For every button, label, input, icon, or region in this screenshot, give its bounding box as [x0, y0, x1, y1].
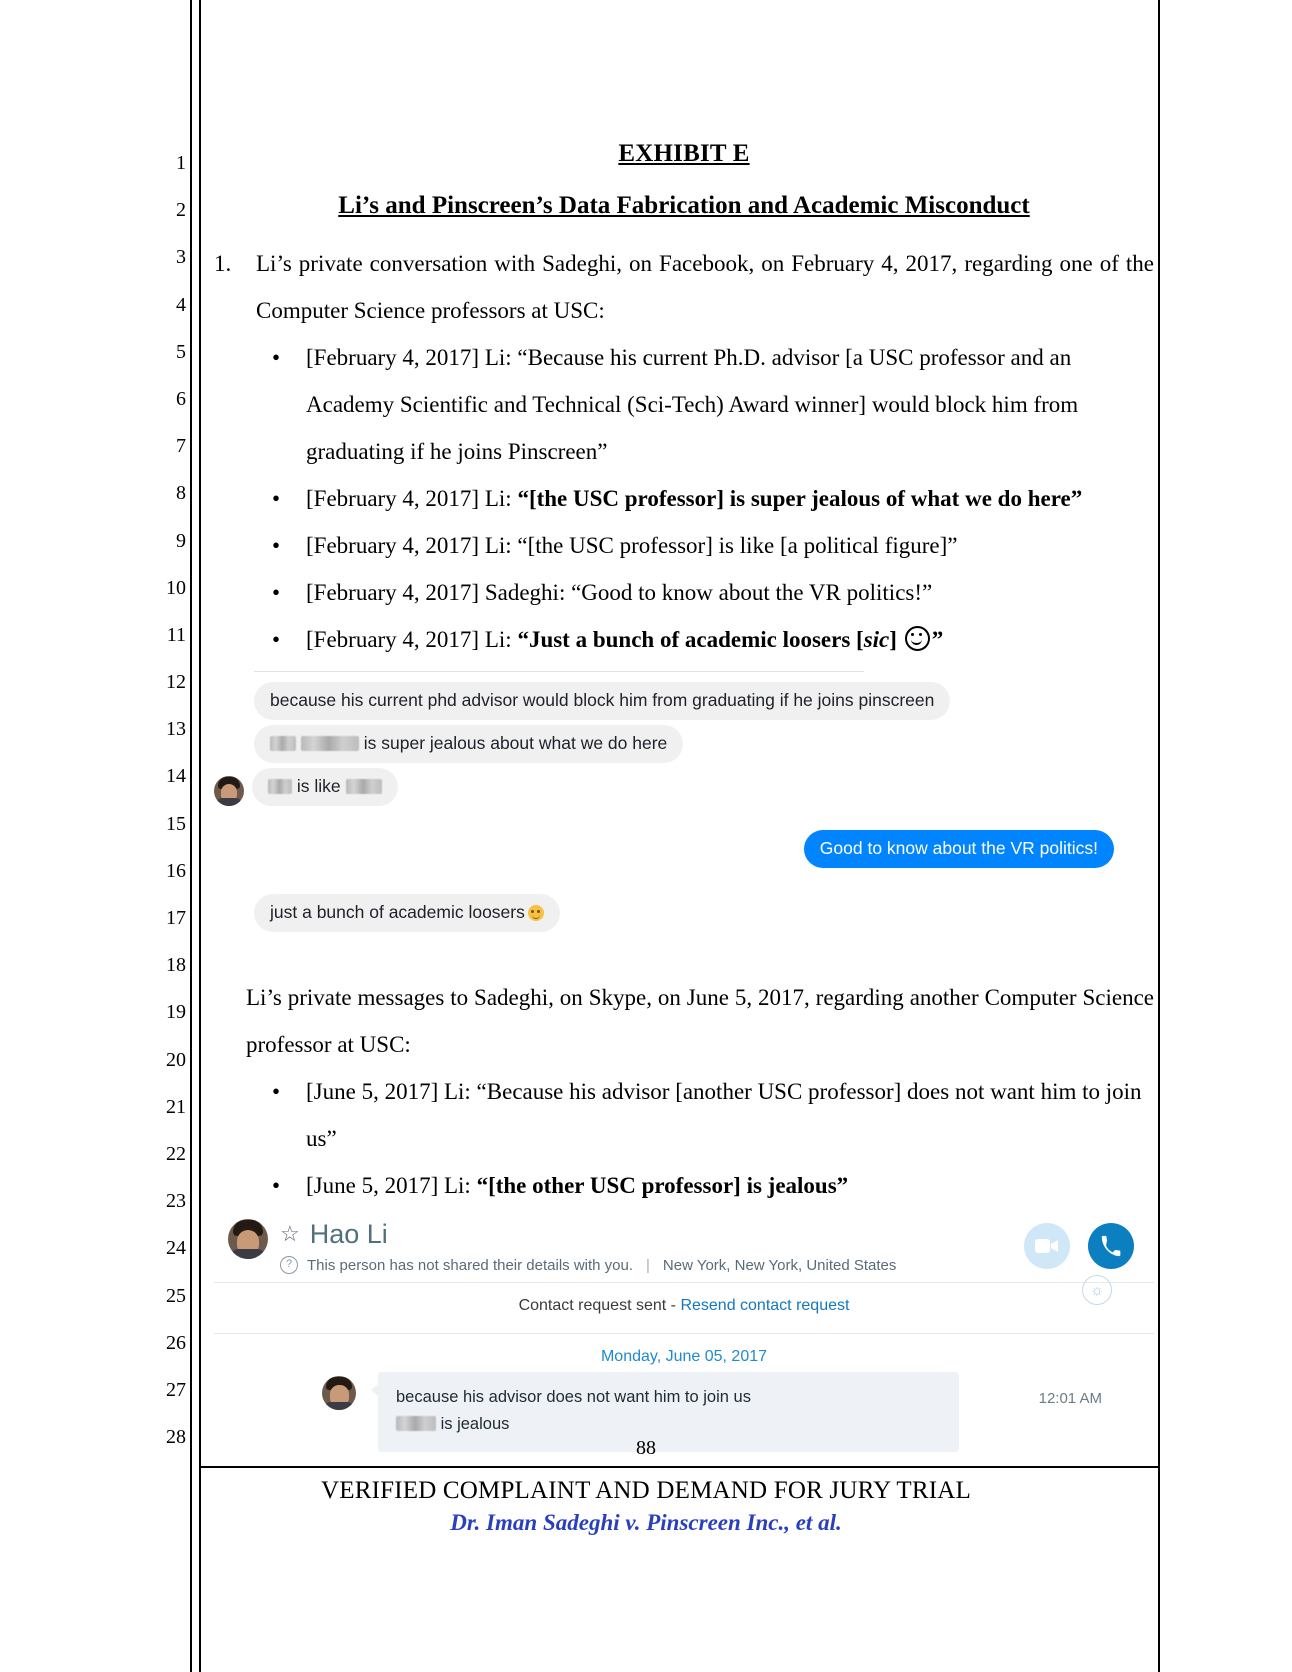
message-text: is jealous — [440, 1415, 510, 1433]
bullet-text-bold: “[the USC professor] is super jealous of what we do here” — [517, 486, 1083, 511]
document-body — [214, 136, 1154, 1452]
quote-lead: “Just a bunch of academic loosers [ — [517, 627, 864, 652]
line-number: 21 — [166, 1095, 186, 1118]
bullet-dot-icon: • — [272, 1079, 281, 1104]
incoming-message-bubble — [254, 725, 683, 763]
item-text: Li’s private conversation with Sadeghi, on Facebook, on February 4, 2017, regarding one of the Computer Science professors at USC: — [256, 251, 1154, 323]
line-number-column — [148, 140, 186, 1461]
list-item — [214, 569, 1154, 616]
line-number: 4 — [176, 293, 186, 316]
line-number: 9 — [176, 529, 186, 552]
list-item — [214, 1068, 1154, 1162]
footer-title: VERIFIED COMPLAINT AND DEMAND FOR JURY TRIAL — [320, 1477, 972, 1504]
contact-name: Hao Li — [309, 1219, 388, 1249]
line-number: 25 — [166, 1284, 186, 1307]
bullet-text-bold — [517, 627, 943, 652]
bullet-text: [February 4, 2017] Li: — [306, 486, 518, 511]
bullet-dot-icon: • — [272, 580, 281, 605]
video-camera-icon[interactable] — [1024, 1223, 1070, 1269]
redaction-block — [301, 736, 359, 751]
line-number: 10 — [166, 576, 186, 599]
slight-smile-emoji — [528, 905, 544, 921]
contact-location: New York, New York, United States — [662, 1256, 897, 1274]
bullet-list-section-two — [214, 1068, 1154, 1209]
detail-separator: | — [646, 1256, 650, 1274]
line-number: 13 — [166, 718, 186, 741]
contact-request-text: Contact request sent - — [518, 1297, 676, 1314]
line-number: 22 — [166, 1142, 186, 1165]
numbered-item-1 — [214, 240, 1154, 334]
contact-name-row — [280, 1219, 896, 1249]
footer-separator-rule — [199, 1466, 1159, 1468]
line-number: 8 — [176, 482, 186, 505]
line-number: 11 — [166, 623, 186, 646]
info-circle-icon[interactable]: ? — [280, 1256, 298, 1274]
list-item — [214, 1162, 1154, 1209]
bullet-text: [February 4, 2017] Li: “Because his current Ph.D. advisor [a USC professor and an Academy Scientific and Technical (Sci-Tech) Award winner] would block him from graduating if he joins Pinscreen” — [306, 345, 1079, 464]
line-number: 17 — [166, 907, 186, 929]
bullet-text: [February 4, 2017] Li: “[the USC professor] is like [a political figure]” — [306, 533, 958, 558]
message-row — [254, 894, 1154, 932]
line-number: 18 — [166, 954, 186, 977]
list-item — [214, 616, 1154, 663]
incoming-message-bubble — [252, 768, 398, 806]
line-number: 6 — [176, 387, 186, 410]
line-number: 12 — [166, 671, 186, 694]
resend-contact-request-link[interactable]: Resend contact request — [680, 1297, 850, 1314]
redaction-block — [396, 1416, 436, 1431]
message-line: because his advisor does not want him to join us — [396, 1388, 751, 1406]
contact-detail-row — [280, 1256, 896, 1274]
line-number: 15 — [166, 812, 186, 835]
line-number: 28 — [166, 1426, 186, 1449]
line-number: 2 — [176, 199, 186, 222]
bullet-dot-icon: • — [272, 533, 281, 558]
user-avatar-hao-li — [322, 1376, 356, 1410]
redaction-block — [268, 779, 292, 794]
page-subtitle: Li’s and Pinscreen’s Data Fabrication and Academic Misconduct — [338, 192, 1030, 219]
list-item — [214, 522, 1154, 569]
page-number: 88 — [636, 1437, 656, 1459]
user-avatar-hao-li — [214, 776, 244, 806]
item-marker: 1. — [214, 251, 232, 276]
left-margin-rule-inner — [199, 0, 201, 1672]
message-line — [396, 1411, 941, 1438]
bullet-dot-icon: • — [272, 345, 281, 370]
skype-screenshot — [214, 1213, 1154, 1452]
section-two-intro: Li’s private messages to Sadeghi, on Skype, on June 5, 2017, regarding another Computer Science professor at USC: — [246, 985, 1154, 1057]
list-item — [214, 475, 1154, 522]
line-number: 5 — [176, 340, 186, 363]
message-text: is super jealous about what we do here — [363, 733, 668, 753]
incoming-message-bubble — [254, 894, 560, 932]
message-text: just a bunch of academic loosers — [270, 902, 525, 922]
user-avatar-hao-li — [228, 1219, 268, 1259]
message-row — [254, 725, 1154, 763]
call-actions — [1024, 1223, 1134, 1269]
line-number: 26 — [166, 1331, 186, 1354]
left-margin-rule-outer — [190, 0, 192, 1672]
message-text: is like — [296, 776, 341, 796]
bullet-text: [June 5, 2017] Li: “Because his advisor [another USC professor] does not want him to join us” — [306, 1079, 1142, 1151]
line-number: 27 — [166, 1378, 186, 1401]
line-number: 7 — [176, 435, 186, 458]
bullet-dot-icon: • — [272, 486, 281, 511]
message-row — [254, 682, 1154, 720]
skype-contact-header — [214, 1213, 1154, 1299]
star-icon[interactable]: ☆ — [280, 1221, 300, 1246]
line-number: 16 — [166, 859, 186, 882]
sic-annotation: sic — [863, 627, 890, 652]
contact-request-status — [214, 1283, 1154, 1329]
list-item — [214, 334, 1154, 475]
quote-close: ” — [931, 627, 944, 652]
bullet-text: [February 4, 2017] Li: — [306, 627, 518, 652]
line-number: 1 — [176, 152, 186, 174]
line-number: 20 — [166, 1048, 186, 1071]
line-number: 14 — [166, 765, 186, 788]
contact-detail-text: This person has not shared their details with you. — [307, 1256, 634, 1274]
bullet-text-bold: “[the other USC professor] is jealous” — [476, 1173, 849, 1198]
outgoing-message-bubble: Good to know about the VR politics! — [804, 830, 1114, 868]
message-row — [214, 830, 1114, 868]
facebook-messenger-screenshot — [214, 671, 1154, 932]
message-row — [214, 768, 1154, 806]
page-title: EXHIBIT E — [618, 140, 750, 167]
bullet-list-section-one — [214, 334, 1154, 663]
phone-icon[interactable] — [1088, 1223, 1134, 1269]
screenshot-top-rule — [254, 671, 864, 672]
line-number: 24 — [166, 1237, 186, 1260]
bullet-dot-icon: • — [272, 1173, 281, 1198]
smiley-face-icon — [905, 626, 930, 651]
redaction-block — [346, 779, 382, 794]
quote-mid: ] — [889, 627, 903, 652]
redaction-block — [270, 736, 296, 751]
line-number: 19 — [166, 1001, 186, 1024]
line-number: 3 — [176, 246, 186, 269]
incoming-message-bubble: because his current phd advisor would block him from graduating if he joins pinscreen — [254, 682, 950, 720]
date-divider: Monday, June 05, 2017 — [600, 1348, 768, 1365]
add-people-icon[interactable]: ☼ — [1082, 1275, 1112, 1305]
bullet-dot-icon: • — [272, 627, 281, 652]
bullet-text: [June 5, 2017] Li: — [306, 1173, 477, 1198]
right-margin-rule — [1158, 0, 1160, 1672]
bullet-text: [February 4, 2017] Sadeghi: “Good to know about the VR politics!” — [306, 580, 933, 605]
message-timestamp: 12:01 AM — [1038, 1390, 1102, 1407]
line-number: 23 — [166, 1190, 186, 1213]
footer-case-caption: Dr. Iman Sadeghi v. Pinscreen Inc., et al. — [450, 1510, 842, 1535]
